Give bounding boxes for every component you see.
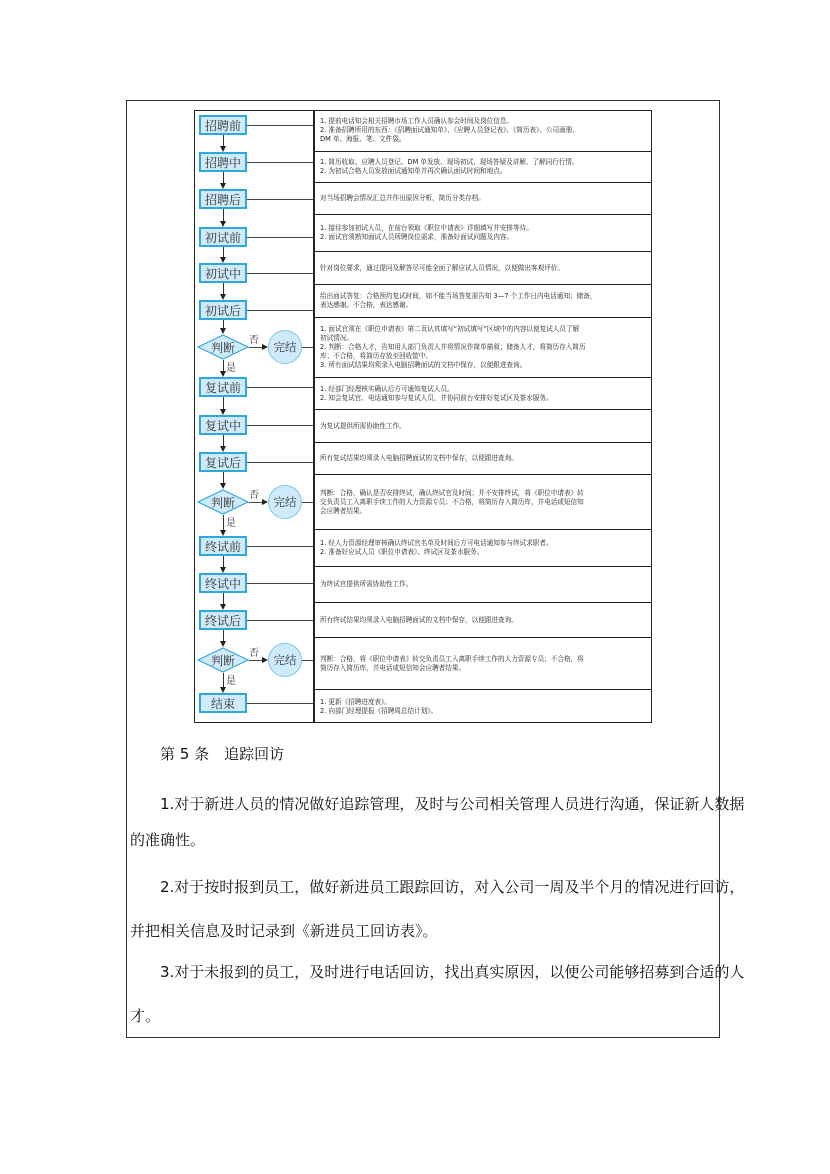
flow-description-cell: [314, 410, 651, 443]
connector-line: [247, 583, 313, 584]
description-line: 1. 更新《招聘进度表》。: [320, 697, 392, 706]
description-line: 2. 判断：合格人才，告知用人部门负责人并将情况作简单描叙；储备人才，将简历存入简历: [320, 343, 586, 351]
description-line: 3. 所有面试结果均须录入电脑招聘面试的文档中保存，以便跟进查询。: [320, 361, 527, 369]
flow-description-cell: [314, 152, 651, 183]
no-label: 否: [249, 490, 259, 501]
description-line: 2. 向部门经理提报《招聘周总结计划》。: [320, 706, 438, 715]
description-line: 2. 面试官须熟知面试人员所聘岗位需求，准备好面试问题及内容。: [320, 233, 514, 241]
description-line: 针对岗位要求，通过提问及解答尽可能全面了解应试人员情况，以便做出客观评价。: [320, 263, 564, 272]
description-line: 为复试提供所需协助性工作。: [320, 421, 406, 430]
flow-step-0: 招聘前: [199, 115, 247, 135]
flow-step-13: 终试后: [199, 610, 247, 630]
flow-description-cell: [314, 183, 651, 215]
flow-step-1: 招聘中: [199, 152, 247, 172]
description-line: 给出面试答复：合格预约复试时间，如不能当场答复需告知 3—7 个工作日内电话通知；储备，: [320, 292, 597, 300]
decision-label: 判断: [210, 340, 235, 355]
description-line: DM 单、海报、笔、文件袋。: [320, 135, 406, 143]
connector-line: [302, 502, 313, 503]
flow-step-4: 初试中: [199, 263, 247, 283]
description-line: 1. 经部门经理核实确认后方可通知复试人员。: [320, 384, 454, 393]
end-circle: 完结: [268, 643, 302, 677]
flow-connector: [223, 515, 224, 531]
flow-description-cell: [314, 638, 651, 690]
paragraph-3-line-2: 才。: [130, 1007, 161, 1025]
description-line: 所有终试结果均须录入电脑招聘面试的文档中保存，以便跟进查询。: [320, 615, 518, 624]
connector-line: [247, 237, 313, 238]
description-line: 库；不合格，将简历存放至回收筐中。: [320, 352, 433, 360]
paragraph-2-line-1: 2.对于按时报到员工，做好新进员工跟踪回访，对入公司一周及半个月的情况进行回访，: [160, 878, 745, 896]
end-circle: 完结: [268, 330, 302, 364]
flow-step-7: 复试前: [199, 377, 247, 397]
no-label: 否: [249, 648, 259, 659]
connector-line: [302, 660, 313, 661]
no-label: 否: [249, 335, 259, 346]
no-branch-line: [249, 502, 263, 503]
description-line: 1. 经人力资源经理审核确认终试官名单及时间后方可电话通知参与终试求职者。: [320, 539, 553, 547]
flow-step-5: 初试后: [199, 300, 247, 320]
flow-description-cell: [314, 567, 651, 603]
flow-step-3: 初试前: [199, 227, 247, 247]
flow-step-2: 招聘后: [199, 189, 247, 209]
decision-label: 判断: [210, 495, 235, 510]
description-line: 表达感谢。不合格，表达感谢。: [320, 301, 413, 309]
end-circle: 完结: [268, 485, 302, 519]
connector-line: [247, 125, 313, 126]
description-line: 对当场招聘会情况汇总并作出原因分析，简历分类存档。: [320, 194, 485, 202]
flow-description-cell: [314, 285, 651, 318]
connector-line: [302, 347, 313, 348]
flow-description-cell: [314, 110, 651, 152]
description-line: 会应聘者结果。: [320, 506, 367, 515]
yes-label: 是: [226, 518, 236, 529]
description-line: 1. 面试官须在《职位申请表》第二页认真填写“初试填写”区域中的内容以便复试人员了解: [320, 325, 580, 333]
description-line: 判断：合格，将《职位申请表》转交负责员工入离职手续工作的人力资源专员；不合格，将: [320, 654, 584, 663]
flow-description-cell: [314, 378, 651, 410]
connector-line: [247, 310, 313, 311]
decision-label: 判断: [210, 653, 235, 668]
description-line: 2. 知会复试官、电话通知参与复试人员，并协同前台安排好复试区及茶水服务。: [320, 393, 553, 402]
connector-line: [247, 703, 313, 704]
connector-line: [247, 387, 313, 388]
connector-line: [247, 620, 313, 621]
connector-line: [247, 546, 313, 547]
flow-description-cell: [314, 215, 651, 252]
description-line: 初试情况。: [320, 334, 353, 342]
flow-description-cell: [314, 443, 651, 475]
flow-description-cell: [314, 252, 651, 285]
description-line: 1. 提前电话知会相关招聘市场工作人员确认参会时间及岗位信息。: [320, 117, 514, 125]
flow-step-9: 复试后: [199, 452, 247, 472]
flow-description-cell: [314, 603, 651, 638]
description-line: 简历存入简历库，并电话或短信知会应聘者结果。: [320, 663, 466, 672]
no-branch-line: [249, 347, 263, 348]
connector-line: [247, 162, 313, 163]
description-line: 为终试官提供所需协助性工作。: [320, 580, 413, 588]
description-line: 2. 为初试合格人员发放面试通知单并再次确认面试时间和地点。: [320, 167, 507, 175]
paragraph-1-line-2: 的准确性。: [130, 831, 206, 849]
flow-description-cell: [314, 530, 651, 567]
description-line: 判断：合格，确认是否安排终试，确认终试官及时间；并不安排终试，将《职位申请表》转: [320, 488, 584, 497]
description-line: 2. 准备好应试人员《职位申请表》、终试区及茶水服务。: [320, 548, 484, 556]
flow-step-12: 终试中: [199, 573, 247, 593]
section-heading: 第 5 条 追踪回访: [160, 745, 285, 763]
flow-description-cell: [314, 475, 651, 530]
paragraph-2-line-2: 并把相关信息及时记录到《新进员工回访表》。: [130, 922, 438, 940]
yes-label: 是: [226, 676, 236, 687]
flow-step-8: 复试中: [199, 415, 247, 435]
no-branch-line: [249, 660, 263, 661]
yes-label: 是: [226, 363, 236, 374]
flow-step-15: 结束: [199, 693, 247, 713]
description-line: 1. 简历收取、应聘人员登记、DM 单发放、现场初试、现场答疑及讲解、了解同行行情。: [320, 158, 579, 166]
description-line: 1. 接待参加初试人员，在前台领取《职位申请表》详细填写并安排等待。: [320, 224, 533, 232]
paragraph-1-line-1: 1.对于新进人员的情况做好追踪管理，及时与公司相关管理人员进行沟通，保证新人数据: [160, 795, 745, 813]
connector-line: [247, 425, 313, 426]
connector-line: [247, 199, 313, 200]
flow-description-cell: [314, 690, 651, 723]
connector-line: [247, 462, 313, 463]
flow-step-11: 终试前: [199, 536, 247, 556]
paragraph-3-line-1: 3.对于未报到的员工，及时进行电话回访，找出真实原因，以便公司能够招募到合适的人: [160, 963, 745, 981]
description-line: 所有复试结果均须录入电脑招聘面试的文档中保存，以便跟进查询。: [320, 454, 518, 462]
flow-connector: [223, 673, 224, 688]
description-line: 2. 准备招聘所用的东西：《招聘面试通知单》、《应聘人员登记表》、《简历表》、公司画册、: [320, 126, 579, 134]
connector-line: [247, 273, 313, 274]
description-line: 交负责员工入离职手续工作的人力资源专员；不合格，将简历存入简历库，并电话或短信知: [320, 497, 584, 506]
flow-description-cell: [314, 318, 651, 378]
